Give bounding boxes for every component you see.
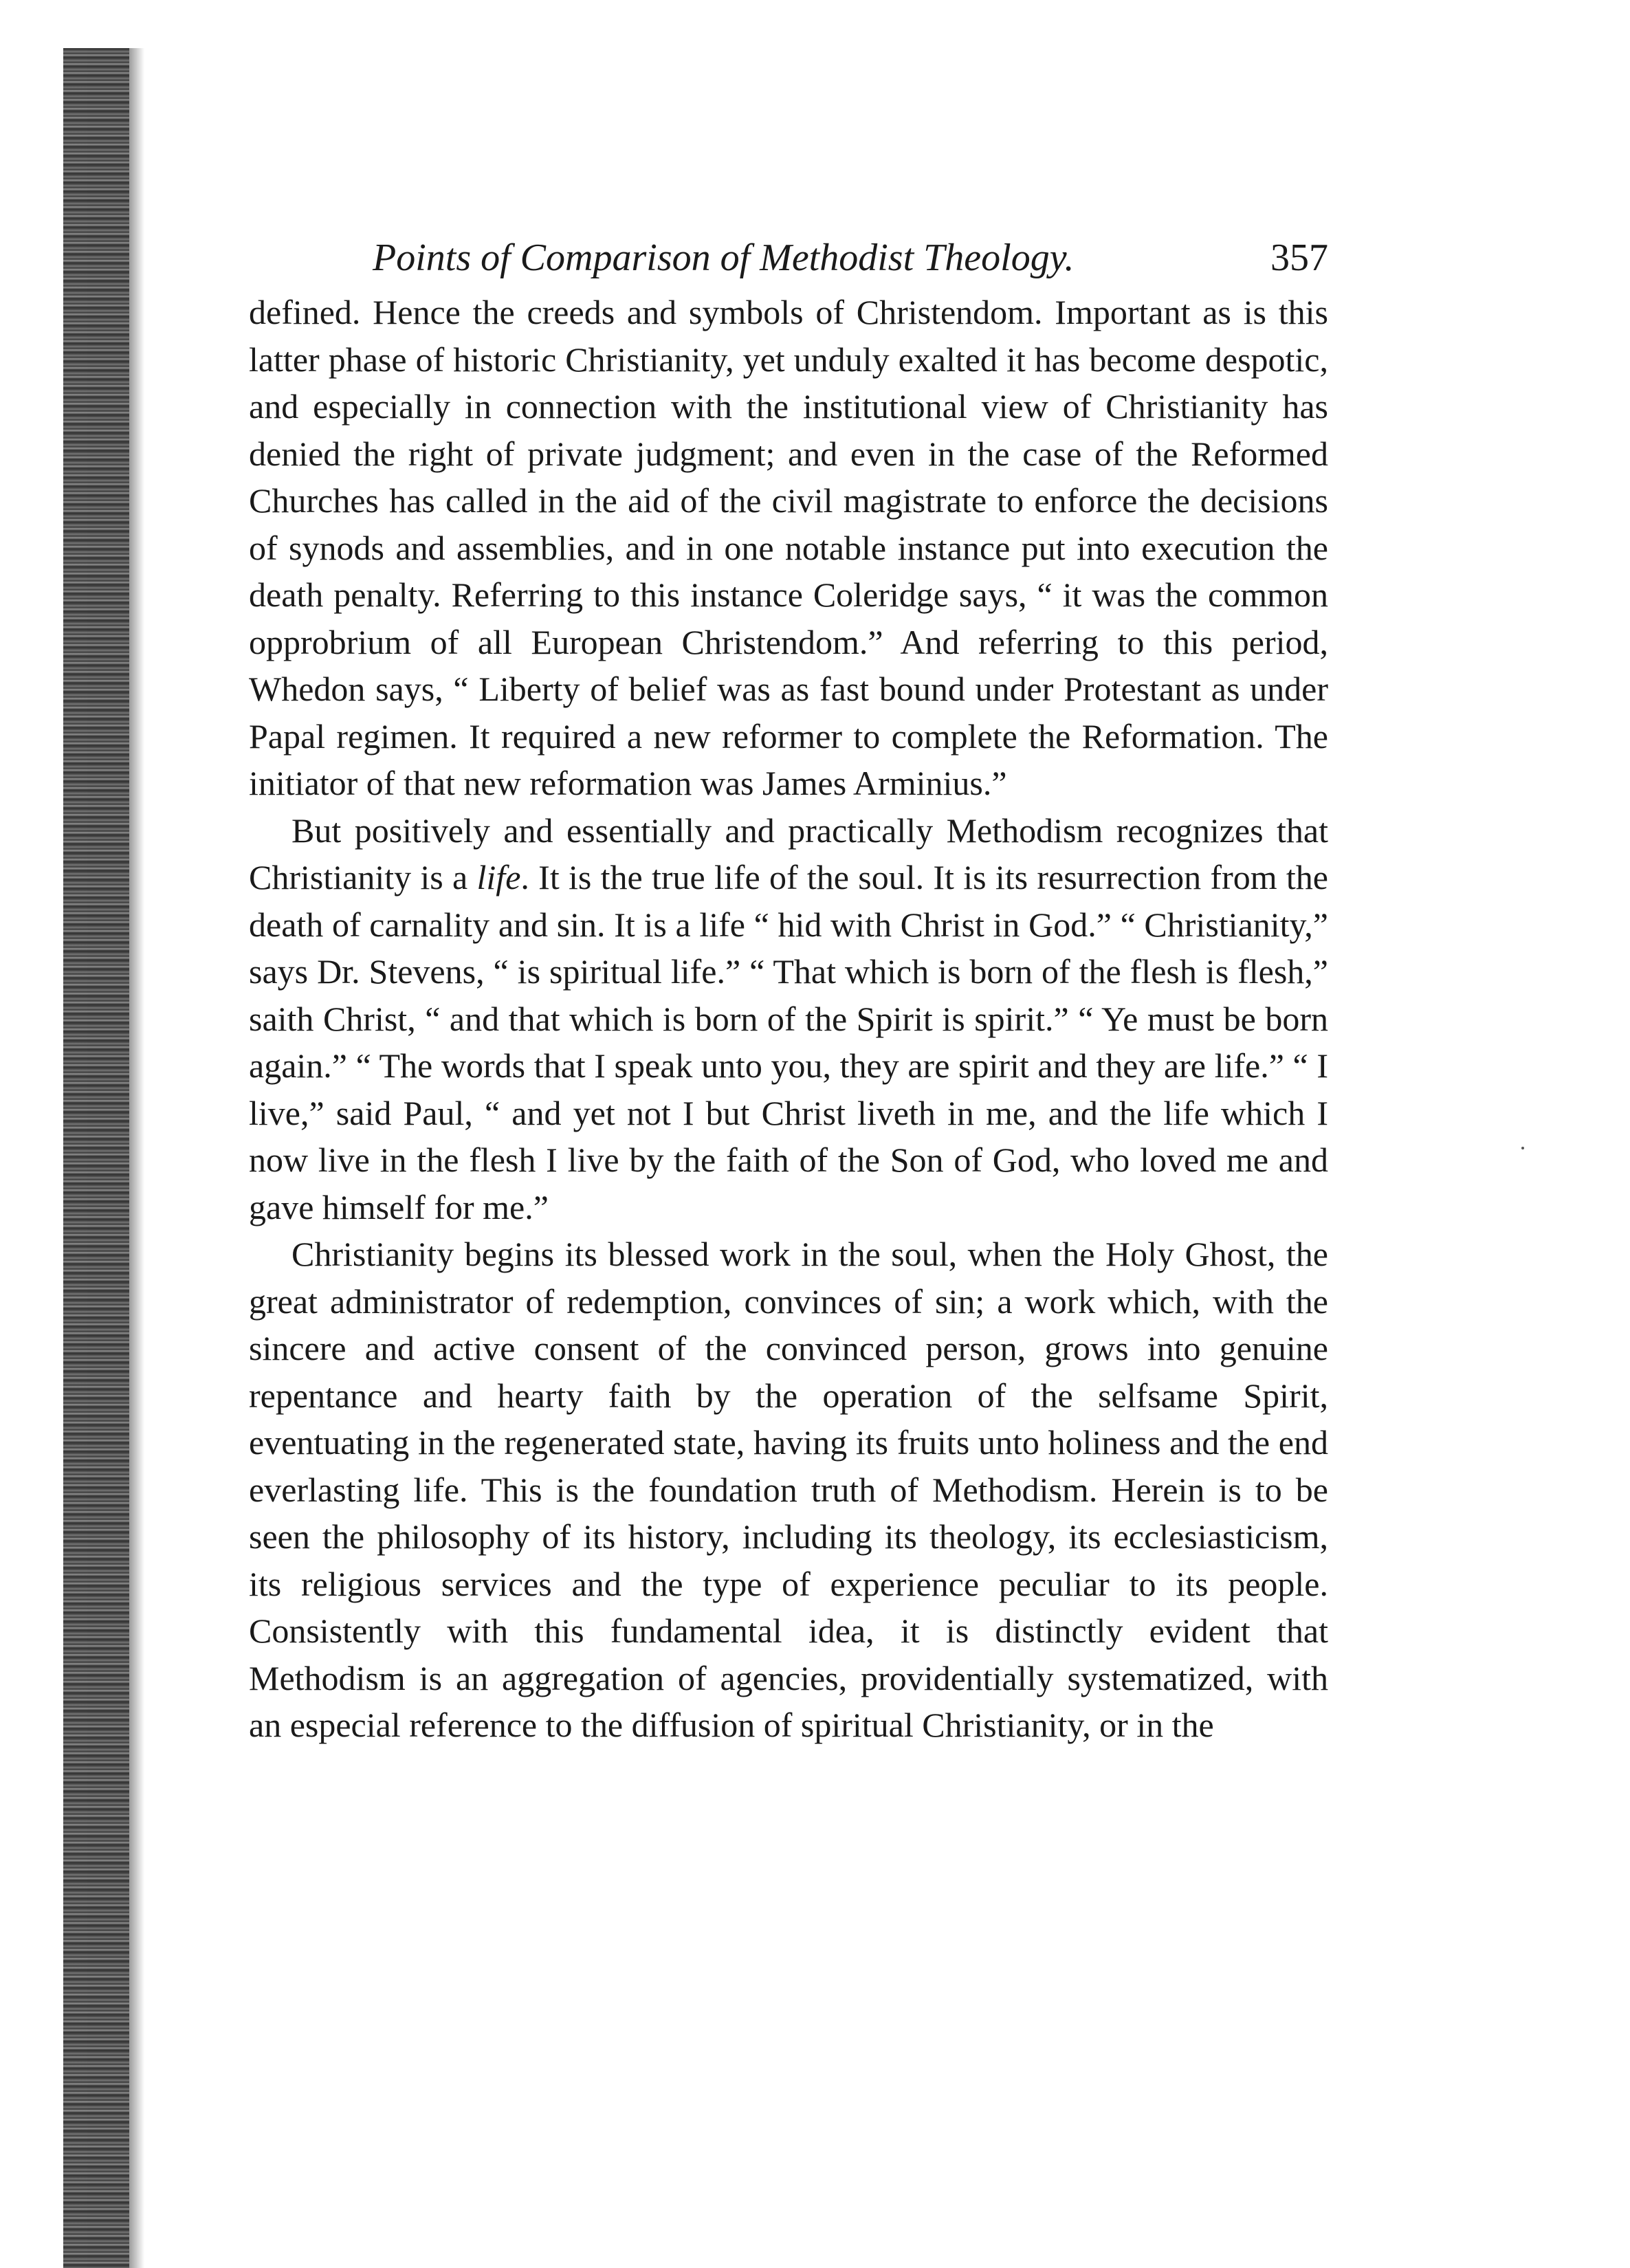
paragraph-1: defined. Hence the creeds and symbols of Christendom. Important as is this latter phase of historic Christianity, yet unduly exalted it has become despotic, and especially in connection with the institutional view of Christianity has denied the right of private judgment; and even in the case of the Reformed Churches has called in the aid of the civil magistrate to enforce the decisions of synods and assemblies, and in one notable instance put into execution the death penalty. Referring to this instance Coleridge says, “ it was the common opprobrium of all European Christendom.” And referring to this period, Whedon says, “ Liberty of belief was as fast bound under Protestant as under Papal regimen. It required a new reformer to complete the Reformation. The initiator of that new reformation was James Arminius.” bbox=[249, 293, 1328, 802]
running-head bbox=[249, 227, 1328, 289]
paragraph-3: Christianity begins its blessed work in the soul, when the Holy Ghost, the great administrator of redemption, convinces of sin; a work which, with the sincere and active consent of the convinced person, grows into genuine repentance and hearty faith by the operation of the selfsame Spirit, eventuating in the regenerated state, having its fruits unto holiness and the end everlasting life. This is the foundation truth of Methodism. Herein is to be seen the philosophy of its history, including its theology, its ecclesiasticism, its religious services and the type of experience peculiar to its people. Consistently with this fundamental idea, it is distinctly evident that Methodism is an aggregation of agencies, providentially systematized, with an especial reference to the diffusion of spiritual Christianity, or in the bbox=[249, 1235, 1328, 1744]
book-page bbox=[249, 227, 1328, 1749]
paragraph-2-part-1: But positively and essentially and practically Methodism recognizes that Christianity is a bbox=[249, 811, 1328, 896]
stray-ink-mark bbox=[1521, 1147, 1524, 1149]
paragraph-2-part-2: . It is the true life of the soul. It is its resurrection from the death of carnality and sin. It is a life “ hid with Christ in God.” “ Christianity,” says Dr. Stevens, “ is spiritual life.” “ That which is born of the flesh is flesh,” saith Christ, “ and that which is born of the Spirit is spirit.” “ Ye must be born again.” “ The words that I speak unto you, they are spirit and they are life.” “ I live,” said Paul, “ and yet not I but Christ liveth in me, and the life which I now live in the flesh I live by the faith of the Son of God, who loved me and gave himself for me.” bbox=[249, 858, 1328, 1226]
page-number: 357 bbox=[1270, 236, 1328, 279]
paragraph-2 bbox=[249, 807, 1328, 1231]
body-text bbox=[249, 289, 1328, 1749]
running-head-title: Points of Comparison of Methodist Theology. bbox=[373, 236, 1075, 279]
emphasis-life: life bbox=[476, 858, 521, 896]
book-binding-edge bbox=[63, 48, 129, 2268]
